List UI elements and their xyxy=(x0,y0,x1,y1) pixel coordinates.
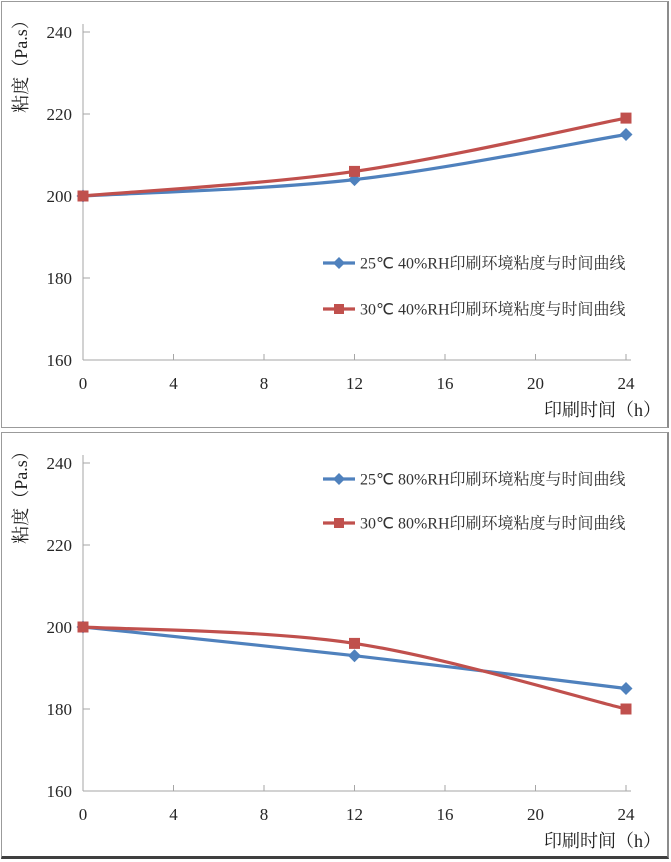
plot-area xyxy=(47,23,636,393)
y-tick-label: 200 xyxy=(46,618,72,637)
legend-label: 25℃ 40%RH印刷环境粘度与时间曲线 xyxy=(360,255,626,273)
data-point-marker xyxy=(349,166,360,177)
legend-item xyxy=(323,471,626,489)
chart-panel-40rh xyxy=(1,1,669,428)
data-point-marker xyxy=(620,682,633,695)
plot-area xyxy=(47,454,636,824)
y-tick-label: 160 xyxy=(46,351,72,370)
series-0-line xyxy=(83,135,626,197)
y-tick-label: 220 xyxy=(46,105,72,124)
legend-item xyxy=(323,515,626,533)
x-tick-label: 20 xyxy=(527,805,544,824)
x-tick-label: 8 xyxy=(259,374,269,393)
legend-label: 30℃ 40%RH印刷环境粘度与时间曲线 xyxy=(360,301,626,319)
data-point-marker xyxy=(78,191,89,202)
x-tick-label: 12 xyxy=(346,374,363,393)
data-point-marker xyxy=(334,304,344,314)
y-tick-label: 240 xyxy=(46,23,72,42)
x-tick-label: 0 xyxy=(78,805,88,824)
x-tick-label: 4 xyxy=(169,805,178,824)
data-point-marker xyxy=(620,128,633,141)
legend-item xyxy=(323,255,626,273)
y-tick-label: 160 xyxy=(46,782,72,801)
y-tick-label: 220 xyxy=(46,536,72,555)
y-tick-label: 180 xyxy=(46,700,72,719)
data-point-marker xyxy=(333,257,345,269)
data-point-marker xyxy=(348,649,361,662)
x-tick-label: 24 xyxy=(617,374,635,393)
x-tick-label: 24 xyxy=(617,805,635,824)
y-tick-label: 240 xyxy=(46,454,72,473)
data-point-marker xyxy=(621,704,632,715)
viscosity-time-chart-80rh xyxy=(2,433,666,856)
data-point-marker xyxy=(334,518,344,528)
data-point-marker xyxy=(349,638,360,649)
x-tick-label: 16 xyxy=(436,805,454,824)
x-tick-label: 16 xyxy=(436,374,454,393)
legend xyxy=(323,255,626,319)
y-axis-title: 粘度（Pa.s） xyxy=(11,442,31,544)
data-point-marker xyxy=(621,113,632,124)
legend xyxy=(323,471,626,533)
y-tick-label: 180 xyxy=(46,269,72,288)
y-axis-title: 粘度（Pa.s） xyxy=(11,11,31,113)
x-tick-label: 12 xyxy=(346,805,363,824)
y-tick-label: 200 xyxy=(46,187,72,206)
x-axis-title: 印刷时间（h） xyxy=(544,400,661,420)
legend-item xyxy=(323,301,626,319)
viscosity-time-chart-40rh xyxy=(2,2,666,425)
data-point-marker xyxy=(78,622,89,633)
x-tick-label: 8 xyxy=(259,805,269,824)
data-point-marker xyxy=(333,473,345,485)
chart-panel-80rh xyxy=(1,432,669,859)
x-tick-label: 4 xyxy=(169,374,178,393)
x-axis-title: 印刷时间（h） xyxy=(544,831,661,851)
x-tick-label: 20 xyxy=(527,374,544,393)
x-tick-label: 0 xyxy=(78,374,88,393)
legend-label: 25℃ 80%RH印刷环境粘度与时间曲线 xyxy=(360,471,626,489)
legend-label: 30℃ 80%RH印刷环境粘度与时间曲线 xyxy=(360,515,626,533)
